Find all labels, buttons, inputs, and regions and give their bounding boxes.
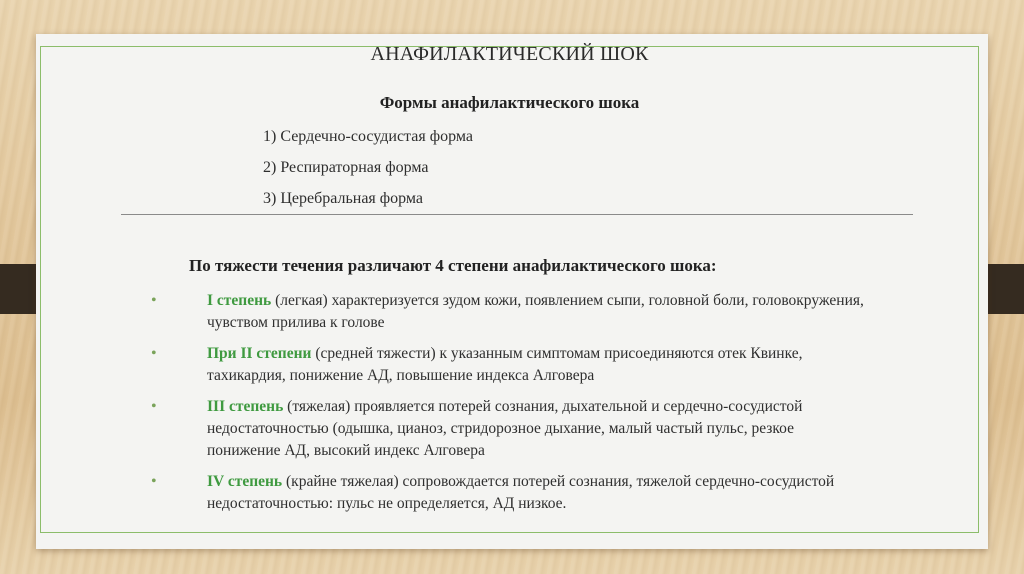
degree-text: (крайне тяжелая) сопровождается потерей сознания, тяжелой сердечно-сосудистой недостаточностью: пульс не определяется, АД низкое. [207, 473, 835, 512]
form-item: 3) Церебральная форма [263, 190, 424, 207]
forms-list [263, 127, 473, 220]
bullet-icon: • [151, 398, 157, 415]
degree-item [151, 343, 871, 387]
bullet-icon: • [151, 292, 157, 309]
degree-text: (средней тяжести) к указанным симптомам присоединяются отек Квинке, тахикардия, понижение АД, повышение индекса Алговера [207, 345, 803, 384]
degrees-heading: По тяжести течения различают 4 степени анафилактического шока: [189, 256, 717, 275]
degrees-list [151, 290, 871, 524]
slide-paper [36, 34, 988, 549]
degree-text: (легкая) характеризуется зудом кожи, появлением сыпи, головной боли, головокружения, чувством прилива к голове [207, 292, 864, 331]
degree-term: IV степень [207, 473, 283, 490]
degree-term: При II степени [207, 345, 312, 362]
form-item: 1) Сердечно-сосудистая форма [263, 128, 473, 145]
form-item: 2) Респираторная форма [263, 159, 429, 176]
slide-title: АНАФИЛАКТИЧЕСКИЙ ШОК [370, 43, 649, 65]
section-divider [121, 214, 913, 215]
degree-item [151, 471, 871, 515]
slide-frame [40, 43, 979, 533]
degree-item [151, 290, 871, 334]
bullet-icon: • [151, 473, 157, 490]
degree-item [151, 396, 871, 462]
bullet-icon: • [151, 345, 157, 362]
degree-term: I степень [207, 292, 272, 309]
forms-heading: Формы анафилактического шока [379, 93, 640, 112]
degree-term: III степень [207, 398, 284, 415]
degree-text: (тяжелая) проявляется потерей сознания, дыхательной и сердечно-сосудистой недостаточностью (одышка, цианоз, стридорозное дыхание, малый частый пульс, резкое понижение АД, высокий индекс Алговера [207, 398, 803, 459]
